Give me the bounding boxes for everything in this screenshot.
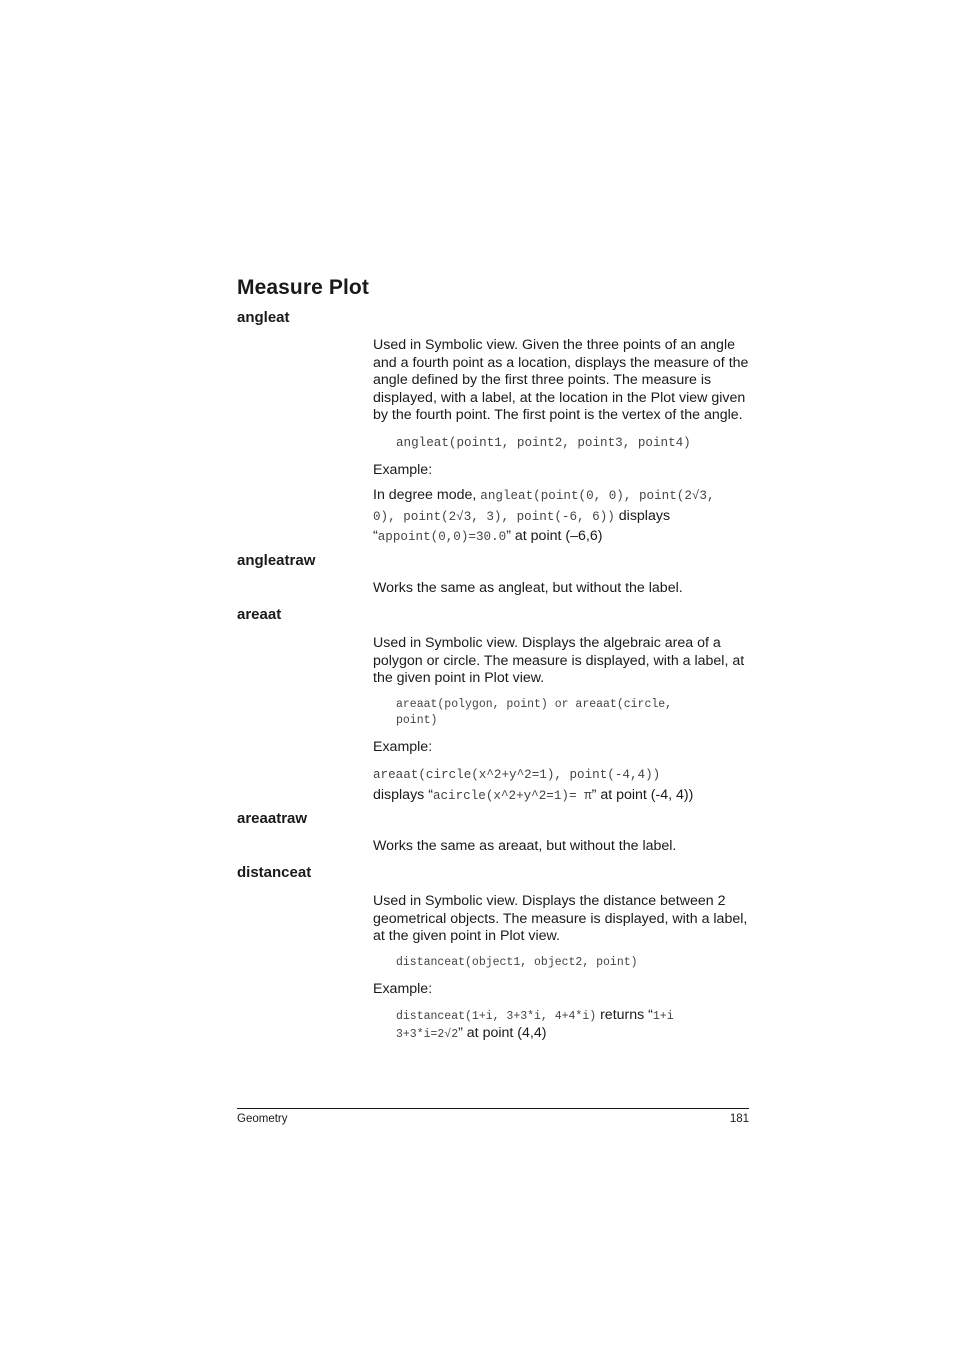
distanceat-example-code-1: distanceat(1+i, 3+3*i, 4+4*i) <box>396 1010 597 1023</box>
angleat-example-code-3: appoint(0,0)=30.0 <box>377 530 507 544</box>
angleat-example-end: ” at point (–6,6) <box>506 528 603 544</box>
heading-areaatraw: areaatraw <box>237 810 308 827</box>
areaat-example-end: ” at point (-4, 4)) <box>591 786 694 803</box>
angleat-syntax: angleat(point1, point2, point3, point4) <box>396 436 691 450</box>
angleat-example-label: Example: <box>373 462 433 478</box>
distanceat-example-label: Example: <box>373 981 433 997</box>
distanceat-description: Used in Symbolic view. Displays the distance between 2 geometrical objects. The measure is displayed, with a label, at the given point in Plot view. <box>373 893 748 945</box>
angleat-example-code-1: angleat(point(0, 0), point(2√3, <box>480 489 715 503</box>
distanceat-example-mid: returns “ <box>596 1007 653 1023</box>
heading-distanceat: distanceat <box>237 864 312 881</box>
areaat-example-label: Example: <box>373 739 433 755</box>
angleat-example-prefix: In degree mode, <box>373 487 481 503</box>
areaatraw-description: Works the same as areaat, but without the label. <box>373 838 677 854</box>
distanceat-example-code-3: 3+3*i=2√2 <box>396 1028 459 1041</box>
angleatraw-description: Works the same as angleat, but without the label. <box>373 580 683 596</box>
angleat-description: Used in Symbolic view. Given the three points of an angle and a fourth point as a location, displays the measure of the angle defined by the first three points. The measure is displayed, with a label, at the location in the Plot view given by the fourth point. The first point is the vertex of the angle. <box>373 337 749 424</box>
angleat-example-quote: “ <box>373 528 378 544</box>
page-number: 181 <box>729 1113 749 1125</box>
heading-areaat: areaat <box>237 606 282 623</box>
distanceat-example-end: ” at point (4,4) <box>458 1025 547 1041</box>
areaat-syntax-2: point) <box>396 714 438 727</box>
areaat-description: Used in Symbolic view. Displays the algebraic area of a polygon or circle. The measure is displayed, with a label, at the given point in Plot view. <box>373 635 745 687</box>
distanceat-syntax: distanceat(object1, object2, point) <box>396 956 638 969</box>
footer-rule <box>237 1108 749 1109</box>
areaat-syntax <box>396 697 756 729</box>
areaat-example <box>373 765 753 806</box>
section-title: Measure Plot <box>237 276 369 299</box>
areaat-example-code-2: acircle(x^2+y^2=1)= π <box>432 788 592 803</box>
angleat-example <box>373 486 753 548</box>
areaat-syntax-1: areaat(polygon, point) or areaat(circle, <box>396 698 673 711</box>
heading-angleat: angleat <box>237 309 290 326</box>
heading-angleatraw: angleatraw <box>237 552 316 569</box>
footer-chapter: Geometry <box>237 1113 288 1125</box>
areaat-example-code-1: areaat(circle(x^2+y^2=1), point(-4,4)) <box>373 768 661 782</box>
angleat-example-code-2: 0), point(2√3, 3), point(-6, 6)) <box>373 509 615 524</box>
angleat-example-mid: displays <box>614 507 671 524</box>
distanceat-example <box>396 1007 756 1043</box>
distanceat-example-code-2: 1+i <box>652 1010 674 1023</box>
areaat-example-prefix: displays “ <box>373 786 433 803</box>
